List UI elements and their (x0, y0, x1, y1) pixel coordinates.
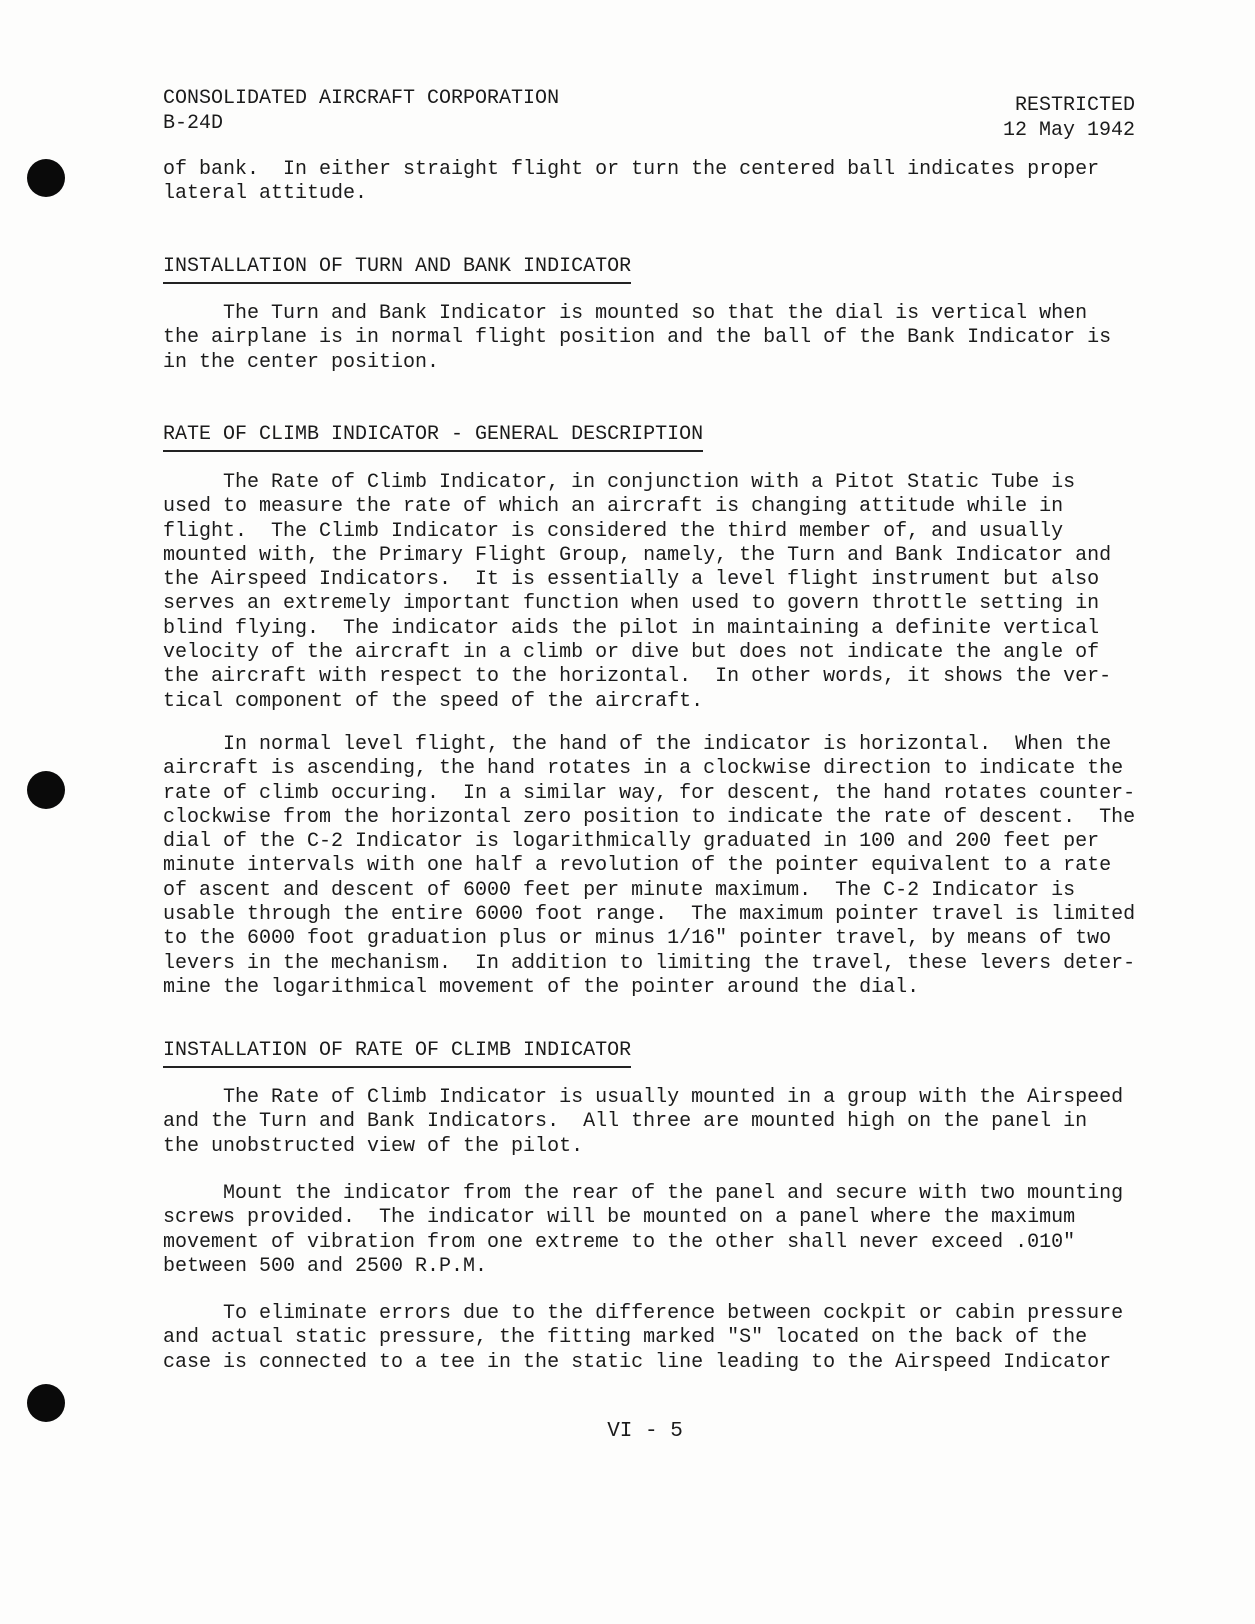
text-line: mine the logarithmical movement of the pointer around the dial. (163, 975, 920, 999)
text-line: and actual static pressure, the fitting marked "S" located on the back of the (163, 1326, 1088, 1350)
text-line: Mount the indicator from the rear of the panel and secure with two mounting (163, 1182, 1124, 1205)
text-line: of ascent and descent of 6000 feet per minute maximum. The C-2 Indicator is (163, 878, 1076, 902)
text-line: the airplane is in normal flight position and the ball of the Bank Indicator is (163, 326, 1112, 350)
text-line: the Airspeed Indicators. It is essentially a level flight instrument but also (163, 568, 1100, 592)
paragraph-1 (163, 158, 1099, 207)
text-line: rate of climb occuring. In a similar way, for descent, the hand rotates counter- (163, 781, 1136, 805)
page-number: VI - 5 (607, 1420, 683, 1443)
text-line: screws provided. The indicator will be mounted on a panel where the maximum (163, 1206, 1076, 1230)
text-line: blind flying. The indicator aids the pilot in maintaining a definite vertical (163, 616, 1100, 640)
text-line: tical component of the speed of the aircraft. (163, 689, 704, 713)
text-line: of bank. In either straight flight or turn the centered ball indicates proper (163, 158, 1100, 181)
document-date: 12 May 1942 (1002, 119, 1135, 142)
text-line: between 500 and 2500 R.P.M. (163, 1254, 488, 1278)
text-line: minute intervals with one half a revolution of the pointer equivalent to a rate (163, 854, 1112, 878)
paragraph-6 (163, 1182, 1123, 1279)
header-right (1003, 68, 1135, 143)
paragraph-4 (163, 733, 1135, 1000)
paragraph-7 (163, 1302, 1123, 1375)
text-line: the unobstructed view of the pilot. (163, 1134, 584, 1158)
text-line: In normal level flight, the hand of the indicator is horizontal. When the (163, 733, 1112, 756)
text-line: aircraft is ascending, the hand rotates in a clockwise direction to indicate the (163, 757, 1124, 781)
company-name: CONSOLIDATED AIRCRAFT CORPORATION (163, 87, 560, 111)
heading-rate-of-climb-installation: INSTALLATION OF RATE OF CLIMB INDICATOR (163, 1039, 631, 1068)
paragraph-2 (163, 302, 1111, 375)
text-line: The Rate of Climb Indicator is usually mounted in a group with the Airspeed (163, 1086, 1124, 1109)
text-line: The Rate of Climb Indicator, in conjunction with a Pitot Static Tube is (163, 471, 1076, 494)
text-line: movement of vibration from one extreme to the other shall never exceed .010" (163, 1230, 1076, 1254)
text-line: clockwise from the horizontal zero position to indicate the rate of descent. The (163, 805, 1136, 829)
text-line: to the 6000 foot graduation plus or minus 1/16" pointer travel, by means of two (163, 927, 1112, 951)
heading-turn-bank-installation: INSTALLATION OF TURN AND BANK INDICATOR (163, 255, 631, 284)
aircraft-model: B-24D (163, 111, 224, 135)
text-line: dial of the C-2 Indicator is logarithmically graduated in 100 and 200 feet per (163, 830, 1100, 854)
classification: RESTRICTED (1014, 94, 1135, 117)
text-line: used to measure the rate of which an aircraft is changing attitude while in (163, 495, 1064, 519)
header-left (163, 63, 559, 136)
punch-hole (27, 771, 65, 809)
text-line: lateral attitude. (163, 182, 368, 206)
text-line: usable through the entire 6000 foot range. The maximum pointer travel is limited (163, 903, 1136, 927)
text-line: in the center position. (163, 350, 440, 374)
text-line: and the Turn and Bank Indicators. All three are mounted high on the panel in (163, 1110, 1088, 1134)
text-line: velocity of the aircraft in a climb or dive but does not indicate the angle of (163, 641, 1100, 665)
text-line: To eliminate errors due to the difference between cockpit or cabin pressure (163, 1302, 1124, 1325)
paragraph-3 (163, 471, 1111, 714)
text-line: serves an extremely important function when used to govern throttle setting in (163, 592, 1100, 616)
text-line: levers in the mechanism. In addition to limiting the travel, these levers deter- (163, 951, 1136, 975)
text-line: case is connected to a tee in the static line leading to the Airspeed Indicator (163, 1350, 1112, 1374)
text-line: flight. The Climb Indicator is considered the third member of, and usually (163, 519, 1064, 543)
text-line: mounted with, the Primary Flight Group, namely, the Turn and Bank Indicator and (163, 543, 1112, 567)
paragraph-5 (163, 1086, 1123, 1159)
text-line: the aircraft with respect to the horizontal. In other words, it shows the ver- (163, 665, 1112, 689)
punch-hole (27, 159, 65, 197)
punch-hole (27, 1384, 65, 1422)
heading-rate-of-climb-description: RATE OF CLIMB INDICATOR - GENERAL DESCRIPTION (163, 423, 703, 452)
text-line: The Turn and Bank Indicator is mounted so that the dial is vertical when (163, 302, 1088, 325)
